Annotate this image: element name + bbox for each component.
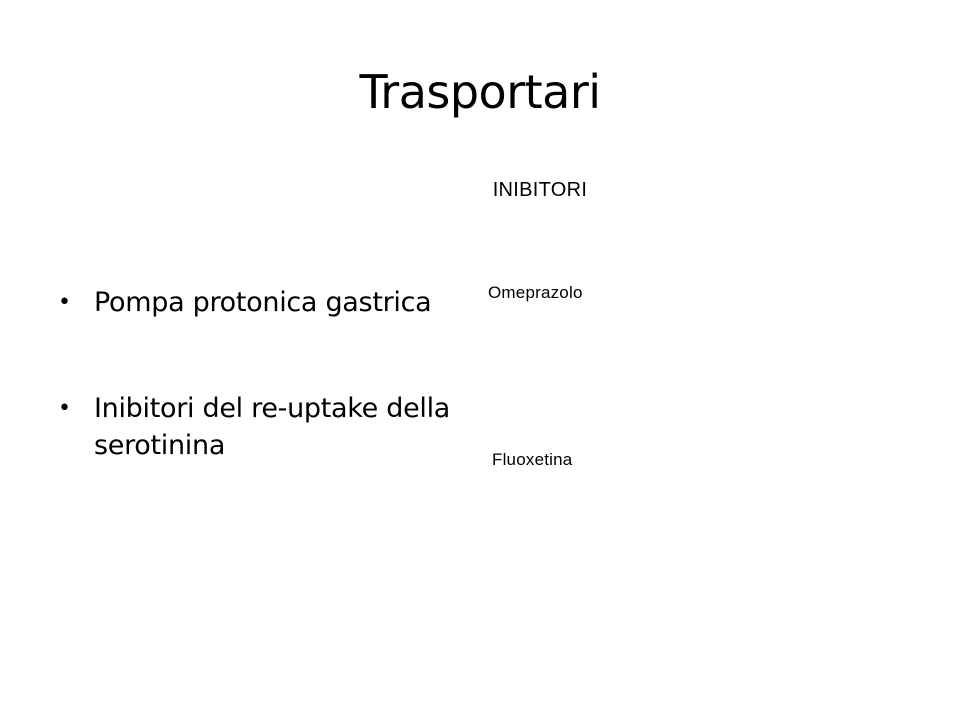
bullet-marker: • bbox=[58, 396, 71, 421]
bullet-marker: • bbox=[58, 290, 71, 315]
bullet-text: Inibitori del re-uptake della serotinina bbox=[94, 393, 451, 461]
inhibitor-fluoxetina: Fluoxetina bbox=[492, 450, 573, 469]
slide-title: Trasportari bbox=[359, 65, 601, 119]
bullet-item-serotonin-reuptake bbox=[58, 390, 458, 464]
bullet-text: Pompa protonica gastrica bbox=[94, 287, 432, 318]
inhibitor-omeprazolo: Omeprazolo bbox=[488, 283, 583, 302]
inhibitors-heading: INIBITORI bbox=[492, 179, 588, 201]
bullet-item-proton-pump bbox=[58, 284, 458, 321]
bullet-list bbox=[58, 284, 458, 464]
